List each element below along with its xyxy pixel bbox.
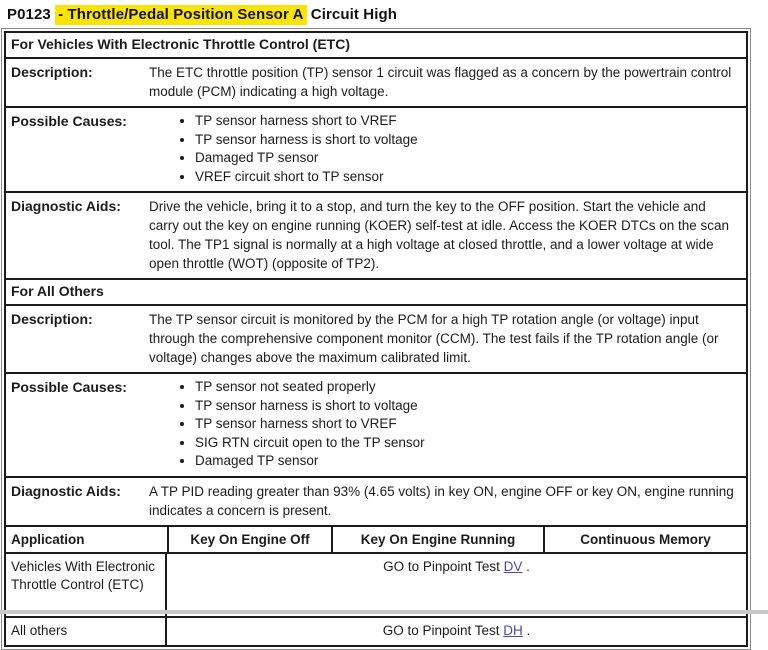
row-others-description bbox=[4, 304, 748, 374]
application-name: Vehicles With Electronic Throttle Control (ETC) bbox=[6, 554, 167, 616]
causes-list bbox=[149, 378, 734, 471]
diagnostic-aids-text: Drive the vehicle, bring it to a stop, and turn the key to the OFF position. Start the vehicle and carry out the key on engine running (KOER) self-test at idle. Access the KOER DTCs on the scan tool. The TP1 signal is normally at a high voltage at closed throttle, and a lower voltage at wide open throttle (WOT) (opposite of TP2). bbox=[149, 199, 730, 271]
section-header-etc: For Vehicles With Electronic Throttle Control (ETC) bbox=[4, 31, 748, 59]
action-text: GO to Pinpoint Test bbox=[382, 622, 504, 638]
pinpoint-test-action bbox=[167, 618, 746, 645]
row-etc-possible-causes bbox=[4, 106, 748, 193]
row-etc-description bbox=[4, 57, 748, 108]
cause-item: • VREF circuit short to TP sensor bbox=[195, 168, 734, 187]
causes-list bbox=[149, 112, 734, 186]
cause-item: • TP sensor harness short to VREF bbox=[195, 415, 734, 434]
possible-causes-content bbox=[149, 108, 746, 191]
column-header-key-on-engine-off: Key On Engine Off bbox=[167, 527, 331, 552]
section-header-all-others: For All Others bbox=[4, 278, 748, 306]
possible-causes-label: Possible Causes: bbox=[11, 113, 127, 129]
scan-artifact-line bbox=[0, 610, 768, 614]
row-others-possible-causes bbox=[4, 372, 748, 478]
column-header-application: Application bbox=[11, 531, 85, 547]
description-text: The ETC throttle position (TP) sensor 1 circuit was flagged as a concern by the powertrain control module (PCM) indicating a high voltage. bbox=[149, 65, 732, 99]
column-header-continuous-memory: Continuous Memory bbox=[543, 527, 746, 552]
document-page bbox=[0, 6, 768, 638]
column-header-key-on-engine-running: Key On Engine Running bbox=[331, 527, 543, 552]
description-label: Description: bbox=[11, 64, 93, 80]
cause-item: • Damaged TP sensor bbox=[195, 149, 734, 168]
diagnostic-aids-label: Diagnostic Aids: bbox=[11, 482, 121, 499]
action-suffix: . bbox=[522, 558, 530, 574]
row-others-diagnostic-aids bbox=[4, 476, 748, 527]
row-etc-diagnostic-aids bbox=[4, 191, 748, 280]
application-table-header bbox=[4, 525, 748, 554]
possible-causes-label: Possible Causes: bbox=[11, 379, 127, 395]
dtc-title-highlight: - Throttle/Pedal Position Sensor A bbox=[55, 5, 306, 25]
dtc-title-suffix: Circuit High bbox=[306, 6, 397, 23]
dtc-info-table bbox=[1, 28, 751, 650]
diagnostic-aids-text: A TP PID reading greater than 93% (4.65 volts) in key ON, engine OFF or key ON, engine running indicates a concern is present. bbox=[149, 483, 734, 518]
cause-item: • TP sensor not seated properly bbox=[195, 378, 734, 397]
application-row-all-others bbox=[4, 616, 748, 647]
application-row-etc bbox=[4, 552, 748, 618]
application-name: All others bbox=[6, 618, 167, 645]
cause-item: • SIG RTN circuit open to the TP sensor bbox=[195, 434, 734, 453]
pinpoint-test-action bbox=[167, 554, 746, 616]
cause-item: • TP sensor harness is short to voltage bbox=[195, 397, 734, 416]
action-text: GO to Pinpoint Test bbox=[383, 558, 504, 574]
diagnostic-aids-label: Diagnostic Aids: bbox=[11, 198, 121, 214]
action-suffix: . bbox=[522, 622, 531, 638]
cause-item: • TP sensor harness short to VREF bbox=[195, 112, 734, 131]
pinpoint-test-dv-link[interactable]: DV bbox=[503, 558, 523, 574]
cause-item: • Damaged TP sensor bbox=[195, 452, 734, 471]
dtc-title bbox=[7, 6, 768, 23]
description-text: The TP sensor circuit is monitored by the PCM for a high TP rotation angle (or voltage) input through the comprehensive component monitor (CCM). The test fails if the TP rotation angle (or voltage) changes above the maximum calibrated limit. bbox=[149, 312, 719, 365]
possible-causes-content bbox=[149, 374, 746, 476]
pinpoint-test-dh-link[interactable]: DH bbox=[503, 622, 523, 638]
description-label: Description: bbox=[11, 311, 93, 327]
cause-item: • TP sensor harness is short to voltage bbox=[195, 131, 734, 150]
dtc-code: P0123 bbox=[7, 6, 56, 23]
